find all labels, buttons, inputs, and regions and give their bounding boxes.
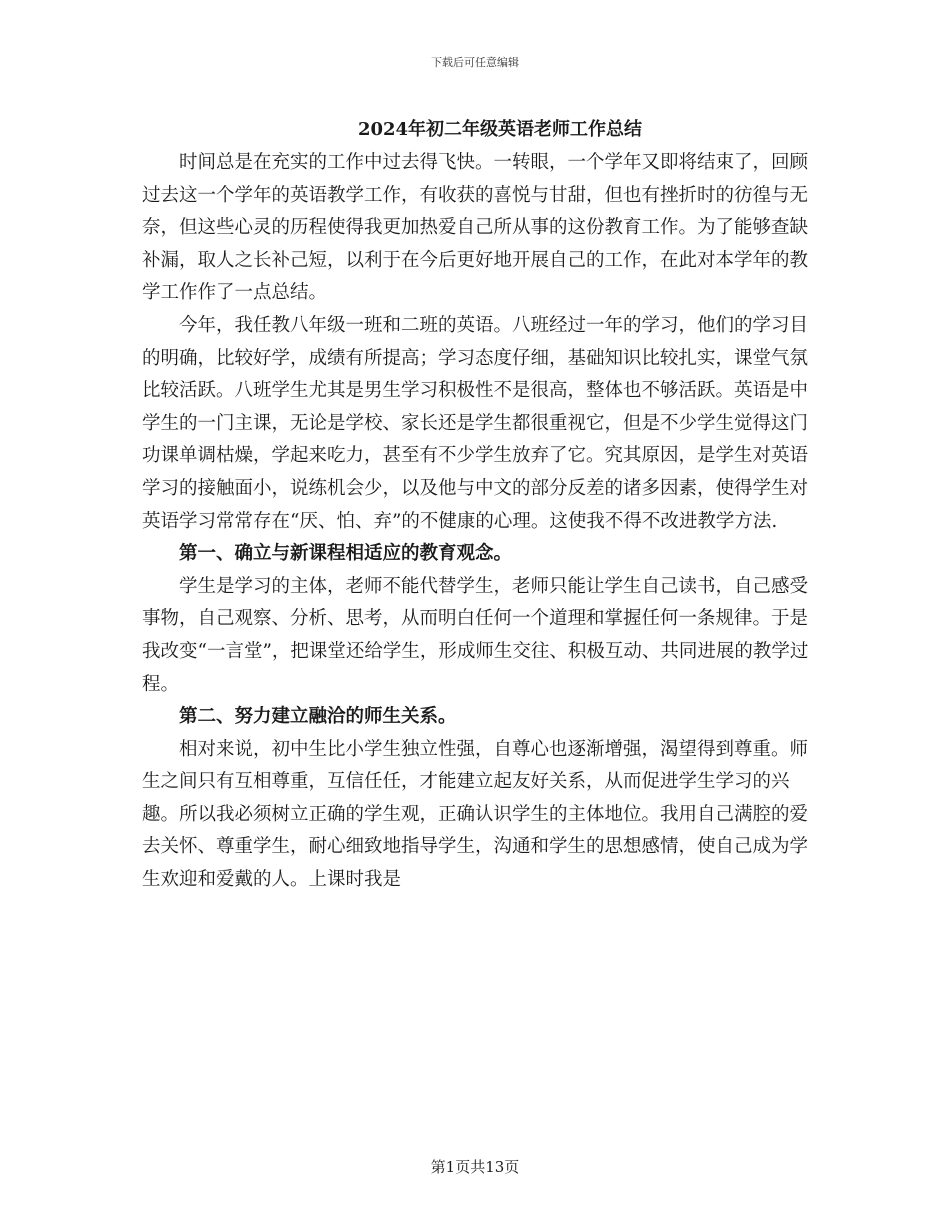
paragraph-intro: 时间总是在充实的工作中过去得飞快。一转眼，一个学年又即将结束了，回顾过去这一个学年的英语教学工作，有收获的喜悦与甘甜，但也有挫折时的彷徨与无奈，但这些心灵的历程使得我更加热爱自己所从事的这份教育工作。为了能够查缺补漏，取人之长补己短，以利于在今后更好地开展自己的工作，在此对本学年的教学工作作了一点总结。: [142, 152, 809, 304]
section-heading-1: 第一、确立与新课程相适应的教育观念。: [179, 543, 513, 565]
paragraph-class-overview: 今年，我任教八年级一班和二班的英语。八班经过一年的学习，他们的学习目的明确，比较好学，成绩有所提高；学习态度仔细，基础知识比较扎实，课堂气氛比较活跃。八班学生尤其是男生学习积极性不是很高，整体也不够活跃。英语是中学生的一门主课，无论是学校、家长还是学生都很重视它，但是不少学生觉得这门功课单调枯燥，学起来吃力，甚至有不少学生放弃了它。究其原因，是学生对英语学习的接触面小，说练机会少，以及他与中文的部分反差的诸多因素，使得学生对英语学习常常存在“厌、怕、弃”的不健康的心理。这使我不得不改进教学方法.: [142, 314, 809, 532]
document-title: 2024年初二年级英语老师工作总结: [357, 119, 643, 140]
page-footer-number: 第1页共13页: [430, 1158, 520, 1176]
paragraph-section-1: 学生是学习的主体，老师不能代替学生，老师只能让学生自己读书，自己感受事物，自己观察、分析、思考，从而明白任何一个道理和掌握任何一条规律。于是我改变“一言堂”，把课堂还给学生，形成师生交往、积极互动、共同进展的教学过程。: [142, 575, 809, 695]
document-body: [142, 147, 812, 897]
page-header-note: 下载后可任意编辑: [431, 56, 519, 69]
paragraph-section-2: 相对来说，初中生比小学生独立性强，自尊心也逐渐增强，渴望得到尊重。师生之间只有互相尊重，互信任任，才能建立起友好关系，从而促进学生学习的兴趣。所以我必须树立正确的学生观，正确认识学生的主体地位。我用自己满腔的爱去关怀、尊重学生，耐心细致地指导学生，沟通和学生的思想感情，使自己成为学生欢迎和爱戴的人。上课时我是: [142, 738, 809, 891]
section-heading-2: 第二、努力建立融洽的师生关系。: [179, 706, 457, 728]
